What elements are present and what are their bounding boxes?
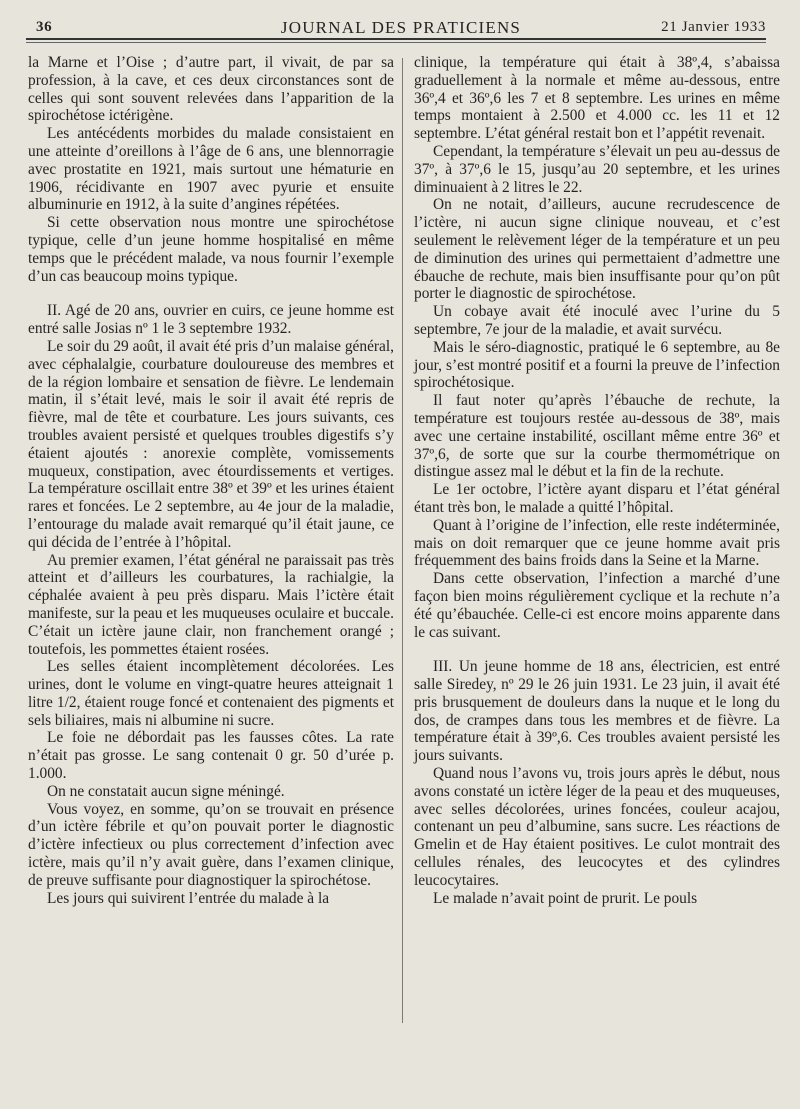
paragraph: Au premier examen, l’état général ne paraissait pas très atteint et d’ailleurs les courbatures, la rachialgie, la céphalée avaient à peu près disparu. Mais l’ictère était manifeste, sur la peau et les muqueuses oculaire et buccale. C’était un ictère jaune clair, non franchement orangé ; toutefois, les pommettes étaient rosées. [28,551,394,658]
paragraph: Les selles étaient incomplètement décolorées. Les urines, dont le volume en vingt-quatre heures atteignait 1 litre 1/2, étaient rouge foncé et contenaient des pigments et sels biliaires, mais ni albumine ni sucre. [28,658,394,729]
paragraph: Si cette observation nous montre une spirochétose typique, celle d’un jeune homme hospitalisé en même temps que le précédent malade, va nous fournir l’exemple d’un cas beaucoup moins typique. [28,214,394,285]
paragraph: Il faut noter qu’après l’ébauche de rechute, la température est toujours restée au-dessous de 38º, mais avec une certaine instabilité, oscillant même entre 36º et 37º,6, de sorte que sur la courbe thermométrique on distingue assez mal le début et la fin de la rechute. [414,392,780,481]
paragraph: Dans cette observation, l’infection a marché d’une façon bien moins régulièrement cyclique et la rechute n’a été qu’ébauchée. Celle-ci est encore moins apparente dans le cas suivant. [414,570,780,641]
paragraph: Le malade n’avait point de prurit. Le pouls [433,889,698,907]
paragraph: la Marne et l’Oise ; d’autre part, il vivait, de par sa profession, à la cave, et ces deux circonstances sont de celles qui sont souvent relevées dans l’apparition de la spirochétose ictérigène. [28,54,394,125]
paragraph: Les antécédents morbides du malade consistaient en une atteinte d’oreillons à l’âge de 6 ans, une blennorragie avec prostatite en 1921, mais surtout une hématurie en 1906, récidivante en 1907 avec pyurie et ensuite albuminurie en 1912, à la suite d’angines répétées. [28,125,394,214]
page-number: 36 [36,19,53,35]
right-column [414,54,780,907]
paragraph: On ne notait, d’ailleurs, aucune recrudescence de l’ictère, ni aucun signe clinique nouveau, et c’est seulement le relèvement léger de la température et un peu de diminution des urines qui permettaient d’admettre une ébauche de rechute, mais bien insuffisante pour qu’on pût porter le diagnostic de spirochétose. [414,196,780,303]
paragraph: Le foie ne débordait pas les fausses côtes. La rate n’était pas grosse. Le sang contenait 0 gr. 50 d’urée p. 1.000. [28,729,394,783]
paragraph: clinique, la température qui était à 38º,4, s’abaissa graduellement à la normale et même au-dessous, entre 36º,4 et 36º,6 les 7 et 8 septembre. Les urines en même temps montaient à 2.500 et 4.000 cc. les 11 et 12 septembre. L’état général restait bon et l’appétit revenait. [414,54,780,143]
header-rule [26,38,766,40]
case-heading-paragraph: III. Un jeune homme de 18 ans, électricien, est entré salle Siredey, nº 29 le 26 juin 1931. Le 23 juin, il avait été pris brusquement de douleurs dans la nuque et le long du dos, de crampes dans tous les membres et de fièvre. La température était à 39º,6. Ces troubles avaient persisté les jours suivants. [414,658,780,765]
paragraph: Quand nous l’avons vu, trois jours après le début, nous avons constaté un ictère léger de la peau et des muqueuses, avec selles décolorées, urines foncées, couleur acajou, contenant un peu d’albumine, sans sucre. Les réactions de Gmelin et de Hay étaient positives. Le culot montrait des cellules rénales, des leucocytes et des cylindres leucocytaires. [414,765,780,889]
paragraph: Mais le séro-diagnostic, pratiqué le 6 septembre, au 8e jour, s’est montré positif et a fourni la preuve de l’infection spirochétosique. [414,338,780,392]
paragraph: Vous voyez, en somme, qu’on se trouvait en présence d’un ictère fébrile et qu’on pouvait porter le diagnostic d’ictère infectieux ou plus correctement d’infection avec ictère, mais qu’il n’y avait guère, dans l’examen clinique, de preuve suffisante pour diagnostiquer la spirochétose. [28,800,394,889]
paragraph: Le 1er octobre, l’ictère ayant disparu et l’état général étant très bon, le malade a quitté l’hôpital. [414,481,780,516]
paragraph: On ne constatait aucun signe méningé. [47,782,285,800]
header-rule-thin [26,42,766,43]
paragraph: Le soir du 29 août, il avait été pris d’un malaise général, avec céphalalgie, courbature douloureuse des membres et de la région lombaire et sensation de fièvre. Le lendemain matin, il s’était levé, mais le soir il avait été repris de fièvre, mal de tête et courbature. Les jours suivants, ces troubles avaient persisté et quelques troubles digestifs s’y étaient ajoutés : anorexie complète, vomissements muqueux, constipation, avec étourdissements et vertiges. La température oscillait entre 38º et 39º et les urines étaient rares et foncées. Le 2 septembre, au 4e jour de la maladie, l’entourage du malade avait remarqué qu’il était jaune, ce qui décida de l’entrée à l’hôpital. [28,337,394,551]
paragraph: Les jours qui suivirent l’entrée du malade à la [47,889,330,907]
issue-date: 21 Janvier 1933 [661,19,766,35]
case-heading-paragraph: II. Agé de 20 ans, ouvrier en cuirs, ce jeune homme est entré salle Josias nº 1 le 3 septembre 1932. [28,302,394,338]
paragraph: Un cobaye avait été inoculé avec l’urine du 5 septembre, 7e jour de la maladie, et avait survécu. [414,303,780,338]
page-header [36,18,766,38]
left-column [28,54,394,907]
paragraph: Quant à l’origine de l’infection, elle reste indéterminée, mais on doit remarquer que ce jeune homme avait pris fréquemment des bains froids dans la Seine et la Marne. [414,516,780,570]
column-divider [402,58,403,1023]
journal-title: JOURNAL DES PRATICIENS [280,18,522,37]
paragraph: Cependant, la température s’élevait un peu au-dessus de 37º, à 37º,6 le 15, jusqu’au 20 septembre, et les urines diminuaient à 2 litres le 22. [414,142,780,196]
